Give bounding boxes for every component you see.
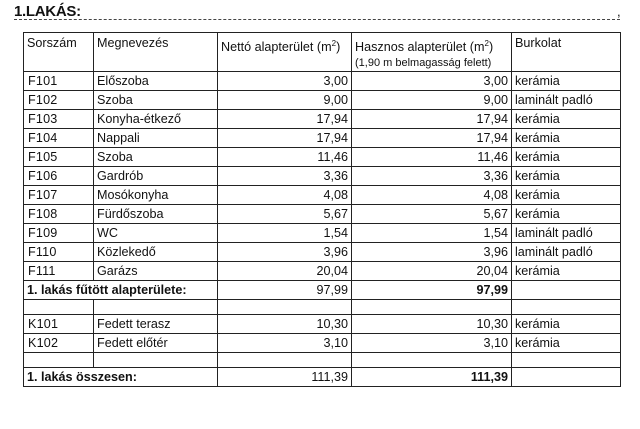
net-area: 10,30 bbox=[218, 315, 352, 334]
header-name: Megnevezés bbox=[94, 33, 218, 72]
header-useful-note: (1,90 m belmagasság felett) bbox=[355, 57, 492, 70]
net-area: 11,46 bbox=[218, 148, 352, 167]
net-area: 3,96 bbox=[218, 243, 352, 262]
room-code: F111 bbox=[24, 262, 94, 281]
useful-area: 1,54 bbox=[352, 224, 512, 243]
useful-area: 3,36 bbox=[352, 167, 512, 186]
spacer-cell bbox=[24, 300, 94, 315]
useful-area: 3,96 bbox=[352, 243, 512, 262]
spacer-cell bbox=[94, 300, 218, 315]
spacer-cell bbox=[352, 300, 512, 315]
room-code: F107 bbox=[24, 186, 94, 205]
room-code: F101 bbox=[24, 72, 94, 91]
table-header-row bbox=[24, 33, 621, 72]
floor-covering: laminált padló bbox=[512, 243, 621, 262]
total-label: 1. lakás összesen: bbox=[24, 368, 218, 387]
room-name: WC bbox=[94, 224, 218, 243]
table-row bbox=[24, 110, 621, 129]
table-row bbox=[24, 167, 621, 186]
total-floor-empty bbox=[512, 368, 621, 387]
useful-area: 5,67 bbox=[352, 205, 512, 224]
room-name: Konyha-étkező bbox=[94, 110, 218, 129]
spacer-cell bbox=[218, 300, 352, 315]
useful-area: 17,94 bbox=[352, 129, 512, 148]
table-row bbox=[24, 72, 621, 91]
room-code: F103 bbox=[24, 110, 94, 129]
heated-total-row bbox=[24, 281, 621, 300]
net-area: 5,67 bbox=[218, 205, 352, 224]
floor-covering: kerámia bbox=[512, 148, 621, 167]
header-useful: Hasznos alapterület $(m^2)$ (1,90 m belmagasság felett) bbox=[352, 33, 512, 72]
table-row bbox=[24, 243, 621, 262]
title-trailing-mark: , bbox=[617, 4, 621, 19]
spacer-cell bbox=[512, 353, 621, 368]
table-row bbox=[24, 262, 621, 281]
table-row bbox=[24, 148, 621, 167]
spacer-cell bbox=[512, 300, 621, 315]
useful-area: 3,00 bbox=[352, 72, 512, 91]
floor-covering: kerámia bbox=[512, 167, 621, 186]
room-code: F105 bbox=[24, 148, 94, 167]
net-area: 1,54 bbox=[218, 224, 352, 243]
table-row bbox=[24, 186, 621, 205]
spacer-cell bbox=[352, 353, 512, 368]
net-area: 17,94 bbox=[218, 110, 352, 129]
room-code: K101 bbox=[24, 315, 94, 334]
floor-covering: kerámia bbox=[512, 186, 621, 205]
title-underline bbox=[14, 19, 620, 20]
room-name: Előszoba bbox=[94, 72, 218, 91]
room-code: F109 bbox=[24, 224, 94, 243]
table-row bbox=[24, 129, 621, 148]
useful-area: 3,10 bbox=[352, 334, 512, 353]
room-code: F104 bbox=[24, 129, 94, 148]
net-area: 3,00 bbox=[218, 72, 352, 91]
net-area: 4,08 bbox=[218, 186, 352, 205]
area-table bbox=[23, 32, 621, 387]
floor-covering: kerámia bbox=[512, 205, 621, 224]
floor-covering: laminált padló bbox=[512, 224, 621, 243]
useful-area: 9,00 bbox=[352, 91, 512, 110]
header-code: Sorszám bbox=[24, 33, 94, 72]
useful-area: 10,30 bbox=[352, 315, 512, 334]
table-row bbox=[24, 334, 621, 353]
floor-covering: kerámia bbox=[512, 110, 621, 129]
room-code: K102 bbox=[24, 334, 94, 353]
total-useful-area: 111,39 bbox=[352, 368, 512, 387]
net-area: 9,00 bbox=[218, 91, 352, 110]
room-name: Szoba bbox=[94, 148, 218, 167]
floor-covering: kerámia bbox=[512, 72, 621, 91]
room-name: Fedett előtér bbox=[94, 334, 218, 353]
floor-covering: kerámia bbox=[512, 262, 621, 281]
room-name: Szoba bbox=[94, 91, 218, 110]
room-name: Garázs bbox=[94, 262, 218, 281]
total-label: 1. lakás fűtött alapterülete: bbox=[24, 281, 218, 300]
room-name: Gardrób bbox=[94, 167, 218, 186]
room-name: Fedett terasz bbox=[94, 315, 218, 334]
net-area: 20,04 bbox=[218, 262, 352, 281]
spacer-cell bbox=[218, 353, 352, 368]
net-area: 17,94 bbox=[218, 129, 352, 148]
room-code: F110 bbox=[24, 243, 94, 262]
spacer-cell bbox=[24, 353, 94, 368]
net-area: 3,10 bbox=[218, 334, 352, 353]
useful-area: 11,46 bbox=[352, 148, 512, 167]
room-name: Fürdőszoba bbox=[94, 205, 218, 224]
floor-covering: kerámia bbox=[512, 315, 621, 334]
room-code: F106 bbox=[24, 167, 94, 186]
net-area: 3,36 bbox=[218, 167, 352, 186]
table-row bbox=[24, 224, 621, 243]
room-code: F108 bbox=[24, 205, 94, 224]
spacer-cell bbox=[94, 353, 218, 368]
room-code: F102 bbox=[24, 91, 94, 110]
table-row bbox=[24, 205, 621, 224]
useful-area: 20,04 bbox=[352, 262, 512, 281]
total-net-area: 97,99 bbox=[218, 281, 352, 300]
floor-covering: laminált padló bbox=[512, 91, 621, 110]
room-name: Mosókonyha bbox=[94, 186, 218, 205]
total-useful-area: 97,99 bbox=[352, 281, 512, 300]
total-net-area: 111,39 bbox=[218, 368, 352, 387]
table-row bbox=[24, 315, 621, 334]
room-name: Nappali bbox=[94, 129, 218, 148]
spacer-row bbox=[24, 353, 621, 368]
useful-area: 17,94 bbox=[352, 110, 512, 129]
useful-area: 4,08 bbox=[352, 186, 512, 205]
header-floor: Burkolat bbox=[512, 33, 621, 72]
floor-covering: kerámia bbox=[512, 334, 621, 353]
floor-covering: kerámia bbox=[512, 129, 621, 148]
spacer-row bbox=[24, 300, 621, 315]
table-row bbox=[24, 91, 621, 110]
document-title: 1.LAKÁS: bbox=[14, 3, 81, 20]
header-net: Nettó alapterület $(m^2)$ bbox=[218, 33, 352, 72]
grand-total-row bbox=[24, 368, 621, 387]
room-name: Közlekedő bbox=[94, 243, 218, 262]
total-floor-empty bbox=[512, 281, 621, 300]
